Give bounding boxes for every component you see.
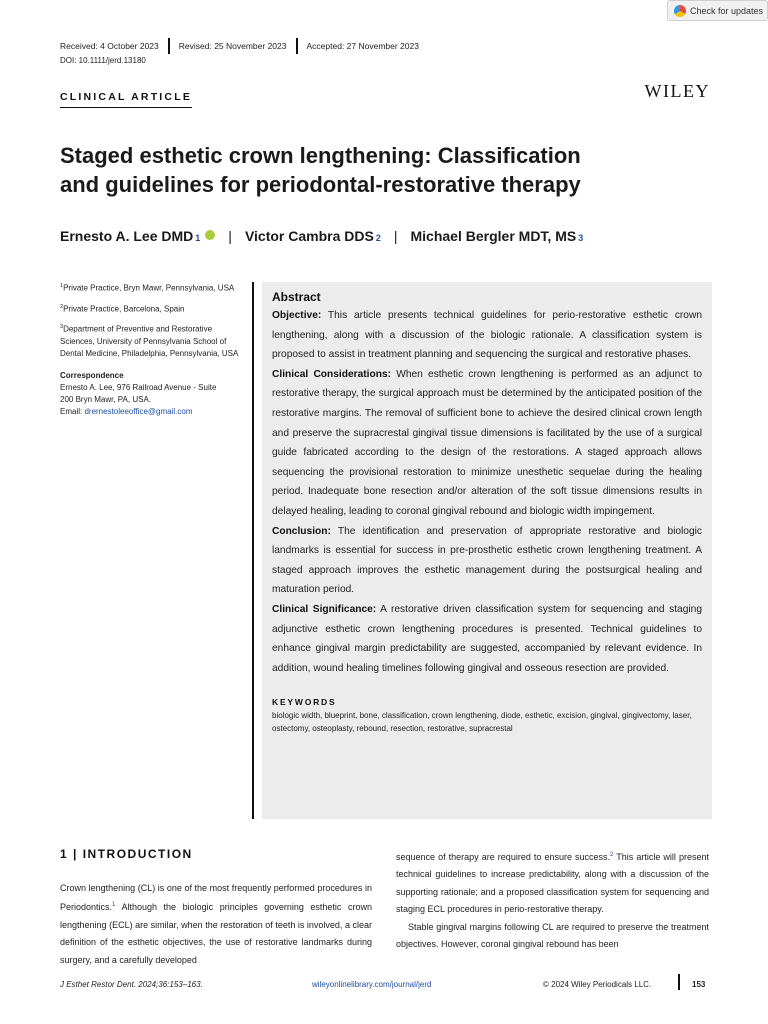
correspondence-heading: Correspondence bbox=[60, 370, 124, 380]
received-date: Received: 4 October 2023 bbox=[60, 41, 159, 51]
citation-link[interactable]: 2 bbox=[610, 852, 614, 858]
abstract-conclusion: Conclusion: The identification and preservation of appropriate restorative and biologic landmarks is essential for success in pre-prosthetic esthetic crown lengthening treatment. A staged approach improves the esthetic management during the postsurgical healing and maturation period. bbox=[272, 525, 702, 596]
author-affil-sup[interactable]: 1 bbox=[195, 233, 201, 243]
journal-citation: J Esthet Restor Dent. 2024;36:153–163. bbox=[60, 980, 203, 989]
affiliation: $^2$Private Practice, Barcelona, Spain bbox=[60, 303, 185, 314]
title-line-2: and guidelines for periodontal-restorative therapy bbox=[60, 172, 581, 197]
title-line-1: Staged esthetic crown lengthening: Classification bbox=[60, 143, 581, 168]
orcid-icon[interactable] bbox=[205, 230, 215, 240]
paragraph: Stable gingival margins following CL are required to preserve the treatment objectives. However, coronal gingival rebound has been bbox=[396, 921, 709, 950]
accepted-date: Accepted: 27 November 2023 bbox=[306, 41, 419, 51]
abstract-rule bbox=[252, 282, 254, 819]
author-separator: | bbox=[393, 228, 398, 244]
doi: DOI: 10.1111/jerd.13180 bbox=[60, 56, 146, 65]
publisher-logo: WILEY bbox=[644, 81, 710, 101]
article-type: CLINICAL ARTICLE bbox=[60, 91, 192, 108]
correspondence-address: Ernesto A. Lee, 976 Railroad Avenue - Suite 200 Bryn Mawr, PA, USA. Email: drernestoleeoffice@gmail.com bbox=[60, 382, 217, 416]
author-name[interactable]: Michael Bergler MDT, MS bbox=[410, 228, 577, 244]
author-name[interactable]: Victor Cambra DDS bbox=[244, 228, 374, 244]
section-heading: 1 | INTRODUCTION bbox=[60, 847, 193, 861]
affiliation: $^3$Department of Preventive and Restorative Sciences, University of Pennsylvania School of Dental Medicine, Philadelphia, Pennsylvania, USA bbox=[60, 324, 239, 358]
abstract-objective: Objective: This article presents technical guidelines for perio-restorative esthetic crown lengthening, along with a discussion of the biologic rationale. A classification system is proposed to assist in treatment planning and sequencing the surgical and restorative phases. bbox=[272, 310, 702, 361]
author-affil-sup[interactable]: 3 bbox=[578, 233, 584, 243]
crossmark-icon bbox=[674, 5, 686, 17]
correspondence-email-link[interactable]: drernestoleeoffice@gmail.com bbox=[84, 406, 193, 416]
divider bbox=[168, 38, 170, 54]
article-dates bbox=[60, 38, 419, 54]
copyright: © 2024 Wiley Periodicals LLC. bbox=[543, 980, 652, 989]
keywords-heading: KEYWORDS bbox=[272, 697, 337, 708]
abstract-heading: Abstract bbox=[272, 290, 321, 304]
page-number: 153 bbox=[692, 980, 706, 989]
author-name[interactable]: Ernesto A. Lee DMD bbox=[60, 228, 194, 244]
body-column-left: Crown lengthening (CL) is one of the most frequently performed procedures in Periodontics.$^1$ Although the biologic principles governing esthetic crown lengthening (ECL) are similar, when the restoration of teeth is involved, a clear definition of the esthetic objectives, the use of restorative landmarks during surgery, and a carefully developed bbox=[60, 883, 372, 965]
divider bbox=[678, 974, 680, 990]
citation-link[interactable]: 1 bbox=[112, 902, 116, 909]
paragraph: sequence of therapy are required to ensure success.$^2$ This article will present technical guidelines to increase predictability, along with a discussion of the supporting rationale; and a proposed classification system for sequencing and staging ECL procedures in perio-restorative therapy. bbox=[396, 852, 709, 915]
check-for-updates-button[interactable] bbox=[667, 0, 768, 21]
revised-date: Revised: 25 November 2023 bbox=[178, 41, 287, 51]
abstract-clinical-significance: Clinical Significance: A restorative driven classification system for sequencing and staging adjunctive esthetic crown lengthening procedures is presented. Technical guidelines to enhance gingival margin predictability are suggested, accompanied by relevant evidence. In addition, wound healing timelines following gingival and osseous resection are provided. bbox=[272, 603, 702, 674]
author-list bbox=[60, 228, 583, 244]
journal-url-link[interactable]: wileyonlinelibrary.com/journal/jerd bbox=[312, 980, 432, 989]
abstract-clinical-considerations: Clinical Considerations: When esthetic crown lengthening is performed as an adjunct to restorative therapy, the surgical approach must be determined by the anticipated position of the restorative margins. The removal of sufficient bone to achieve the desired clinical crown length and preserve the supracrestal gingival tissue dimensions is facilitated by the use of a surgical guide fabricated according to the design of the restorations. A staged approach allows sequencing the provisional restoration to minimize unesthetic sequelae during the healing period. Inadequate bone resection and/or alteration of the soft tissue dimensions results in delayed healing, leading to coronal gingival rebound and biologic width impingement. bbox=[272, 368, 702, 517]
affiliations bbox=[60, 280, 246, 418]
author-affil-sup[interactable]: 2 bbox=[375, 233, 381, 243]
article-title bbox=[60, 141, 700, 199]
body-column-right bbox=[396, 847, 709, 953]
affiliation: $^1$Private Practice, Bryn Mawr, Pennsylvania, USA bbox=[60, 283, 235, 293]
check-for-updates-label: Check for updates bbox=[690, 5, 764, 16]
author-separator: | bbox=[228, 228, 232, 244]
keywords-list: biologic width, blueprint, bone, classification, crown lengthening, diode, esthetic, excision, gingival, gingivectomy, laser, ostectomy, osteoplasty, rebound, resection, restorative, supracrestal bbox=[272, 711, 692, 734]
abstract-box bbox=[262, 282, 712, 819]
divider bbox=[296, 38, 298, 54]
